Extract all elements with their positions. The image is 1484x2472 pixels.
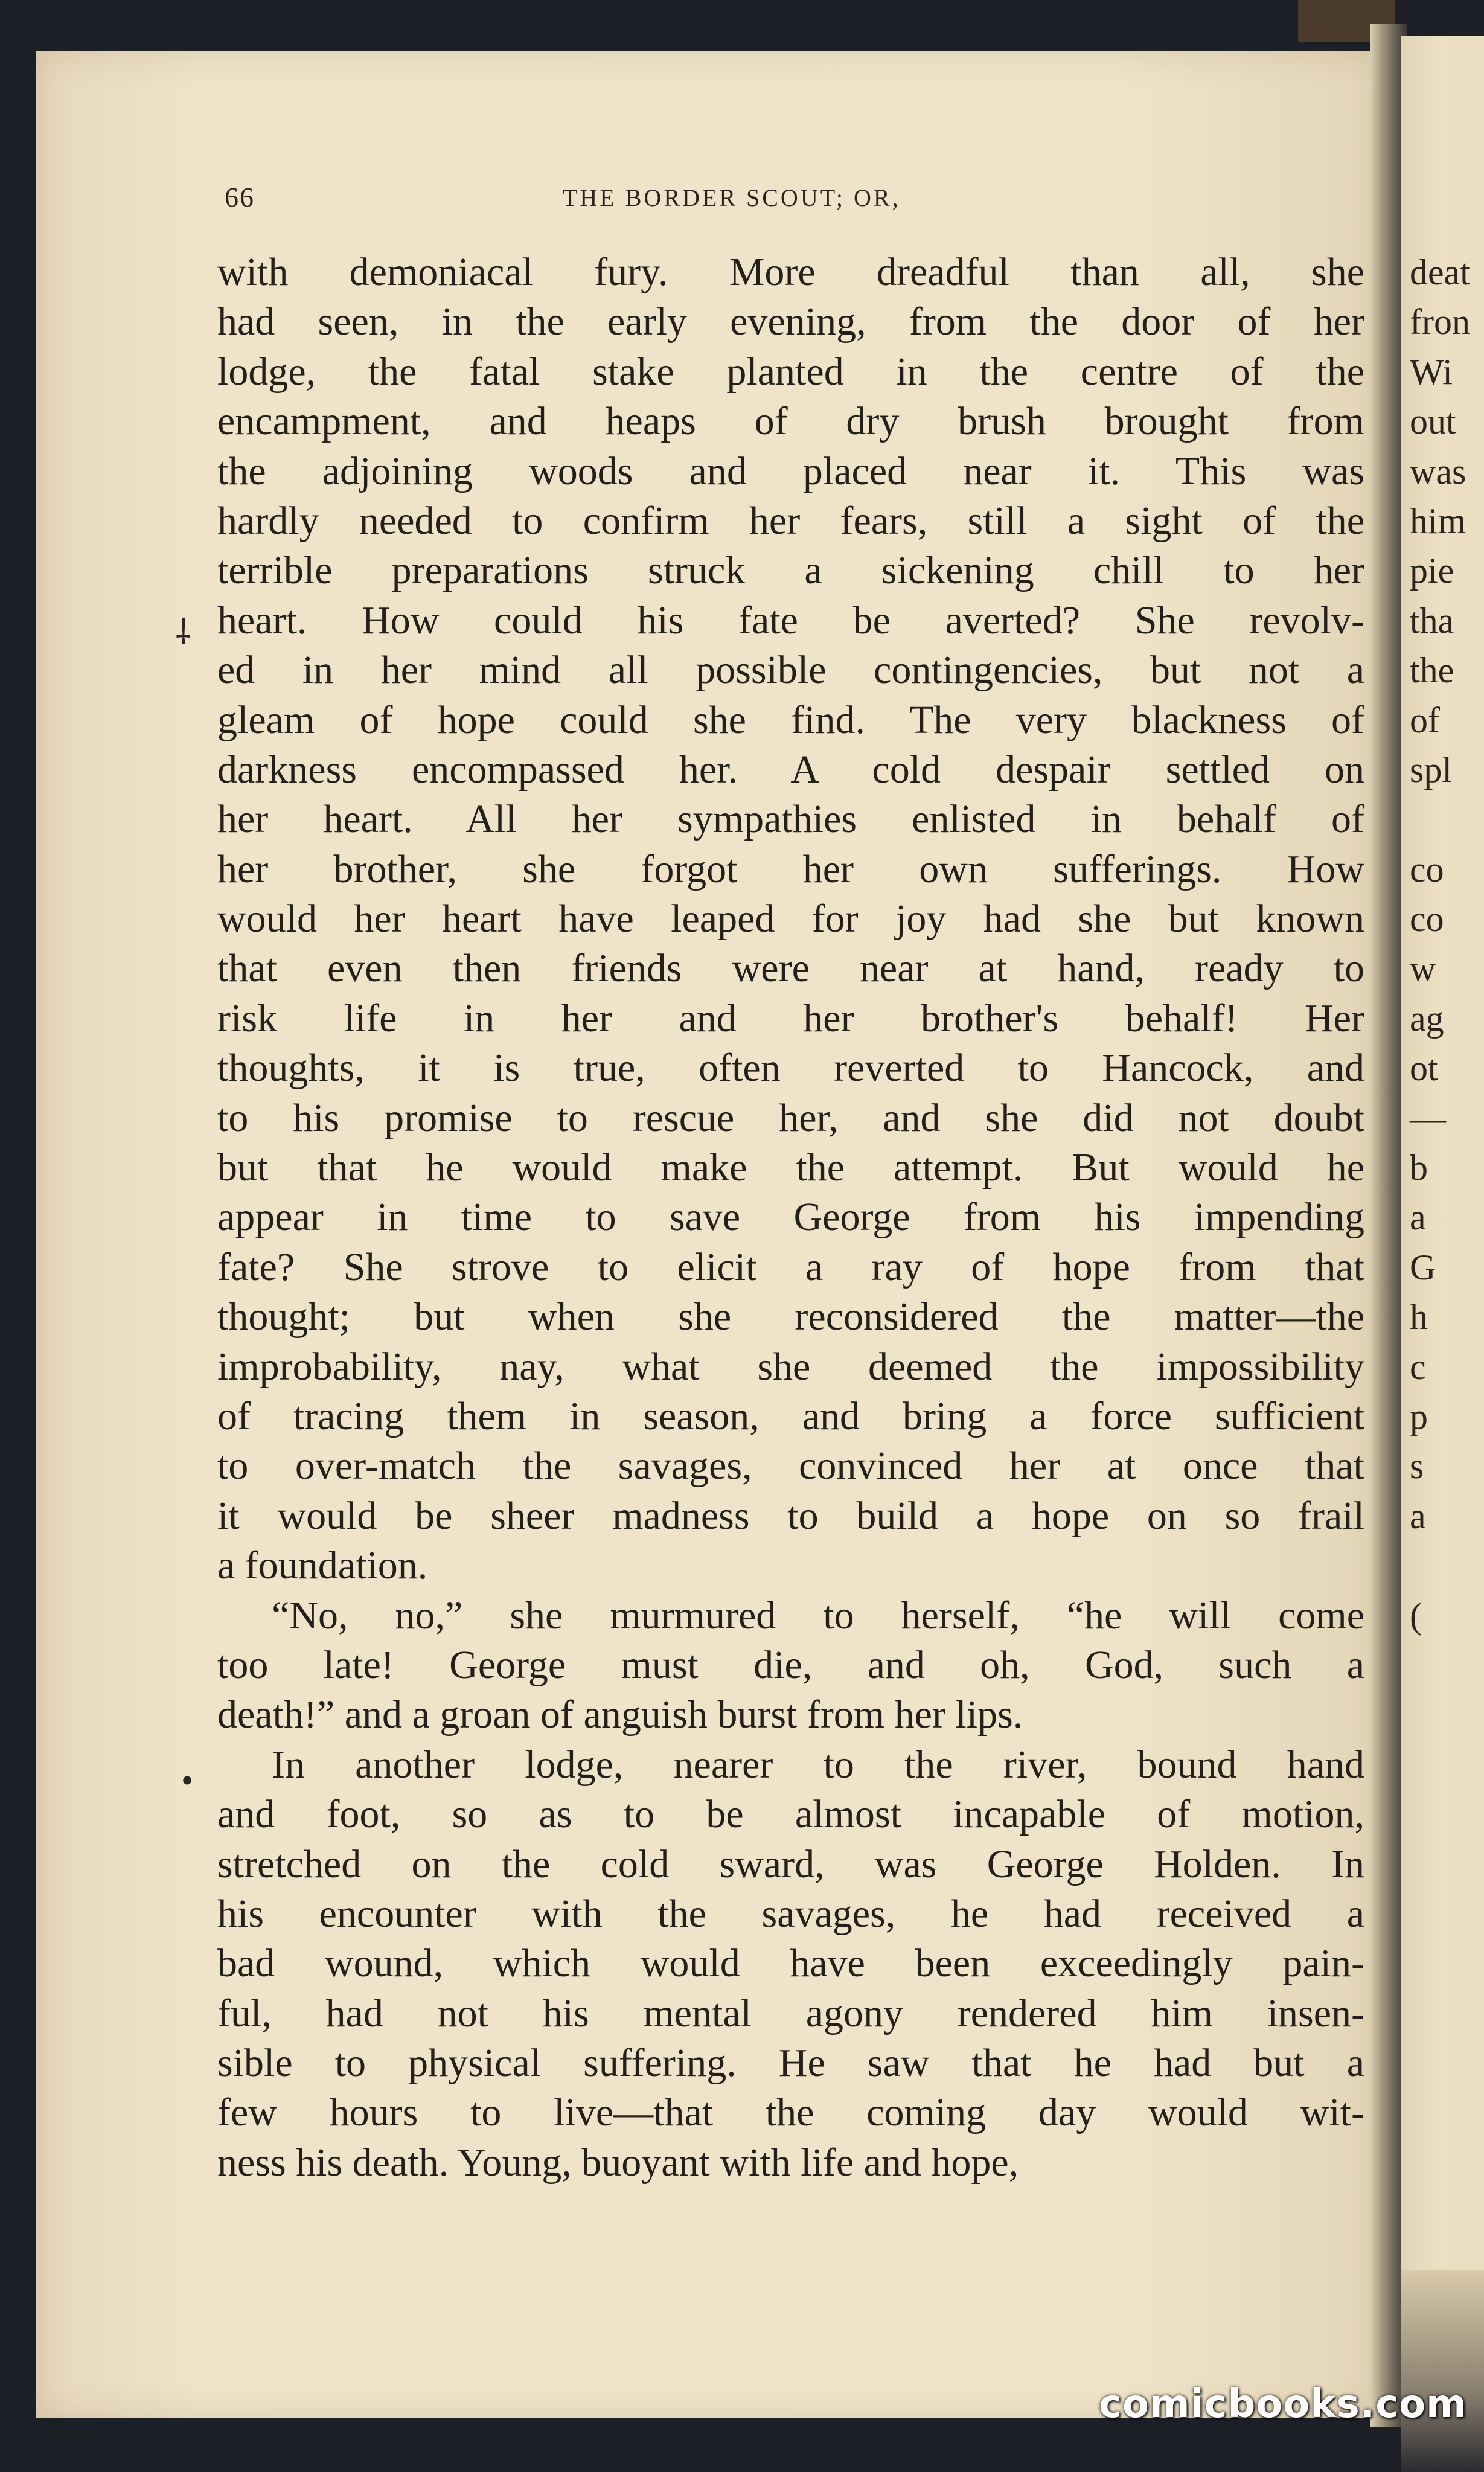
right-page-fragment: tha: [1410, 600, 1454, 641]
text-line: few hours to live—that the coming day would wit-: [217, 2090, 1364, 2135]
right-page-fragment: w: [1410, 949, 1436, 989]
right-page-fragment: the: [1410, 650, 1454, 691]
text-line: thoughts, it is true, often reverted to Hancock, and: [217, 1046, 1364, 1090]
text-line: it would be sheer madness to build a hope on so frail: [217, 1493, 1364, 1538]
text-line: and foot, so as to be almost incapable of motion,: [217, 1792, 1364, 1837]
right-page-fragment: co: [1410, 899, 1444, 940]
right-page-fragment: s: [1410, 1446, 1424, 1487]
right-page-fragment: (: [1410, 1595, 1422, 1636]
body-text: [217, 248, 1364, 2188]
right-page-fragment: deat: [1410, 252, 1470, 292]
right-page-fragment: was: [1410, 451, 1466, 492]
right-page-fragment: fron: [1410, 302, 1470, 342]
text-line: appear in time to save George from his impending: [217, 1195, 1364, 1240]
right-page-fragment: spl: [1410, 749, 1453, 790]
right-page-fragment: b: [1410, 1148, 1428, 1188]
text-line: to his promise to rescue her, and she did not doubt: [217, 1095, 1364, 1140]
right-page-fragment: [1410, 795, 1470, 844]
right-page-fragment: out: [1410, 402, 1456, 442]
right-page-fragment: [1410, 1541, 1470, 1590]
page-number: 66: [225, 182, 255, 213]
right-page-fragment: G: [1410, 1247, 1436, 1287]
text-line: ed in her mind all possible contingencies, but not a: [217, 648, 1364, 693]
text-line: thought; but when she reconsidered the matter—the: [217, 1295, 1364, 1339]
right-page-fragment: Wi: [1410, 351, 1453, 392]
text-line: ness his death. Young, buoyant with life and hope,: [217, 2140, 1019, 2185]
text-line: improbability, nay, what she deemed the impossibility: [217, 1344, 1364, 1389]
text-line: risk life in her and her brother's behalf! Her: [217, 996, 1364, 1040]
text-line: her heart. All her sympathies enlisted in behalf of: [217, 797, 1364, 842]
text-line: terrible preparations struck a sickening chill to her: [217, 548, 1364, 593]
margin-mark: ⸸: [175, 613, 192, 652]
watermark: comicbooks.com: [1099, 2382, 1467, 2427]
text-line: bad wound, which would have been exceedingly pain-: [217, 1941, 1364, 1986]
right-page-fragment: c: [1410, 1346, 1426, 1387]
right-page-fragment: h: [1410, 1297, 1428, 1337]
running-head-title: THE BORDER SCOUT; OR,: [563, 184, 901, 211]
text-line: encampment, and heaps of dry brush brought from: [217, 399, 1364, 444]
text-line: but that he would make the attempt. But would he: [217, 1145, 1364, 1190]
right-page-fragment: co: [1410, 849, 1444, 889]
text-line: darkness encompassed her. A cold despair settled on: [217, 747, 1364, 792]
text-line: gleam of hope could she find. The very blackness of: [217, 697, 1364, 742]
right-page-fragment: —: [1410, 1098, 1446, 1138]
text-line: sible to physical suffering. He saw that he had but a: [217, 2041, 1364, 2086]
right-page-fragment: of: [1410, 700, 1440, 740]
text-line: heart. How could his fate be averted? She revolv-: [217, 598, 1364, 642]
right-page-fragment: ot: [1410, 1048, 1438, 1089]
text-line: stretched on the cold sward, was George Holden. In: [217, 1842, 1364, 1886]
right-page-fragment: him: [1410, 501, 1466, 541]
text-line: would her heart have leaped for joy had she but known: [217, 897, 1364, 941]
text-line: too late! George must die, and oh, God, such a: [217, 1642, 1364, 1687]
margin-mark: •: [181, 1761, 194, 1800]
text-line: had seen, in the early evening, from the door of her: [217, 299, 1364, 344]
right-page-fragment: a: [1410, 1197, 1426, 1238]
text-line: to over-match the savages, convinced her at once that: [217, 1444, 1364, 1488]
text-line: “No, no,” she murmured to herself, “he will come: [272, 1593, 1364, 1638]
right-page-fragment: p: [1410, 1396, 1428, 1436]
text-line: a foundation.: [217, 1543, 428, 1588]
text-line: the adjoining woods and placed near it. This was: [217, 449, 1364, 493]
text-line: his encounter with the savages, he had received a: [217, 1891, 1364, 1936]
right-page-fragment: pie: [1410, 551, 1454, 591]
right-page-fragment: a: [1410, 1496, 1426, 1536]
text-line: death!” and a groan of anguish burst from her lips.: [217, 1692, 1023, 1737]
text-line: lodge, the fatal stake planted in the centre of the: [217, 349, 1364, 394]
text-line: her brother, she forgot her own sufferings. How: [217, 847, 1364, 891]
text-line: hardly needed to confirm her fears, still a sight of the: [217, 498, 1364, 543]
right-page-edge: [1401, 2270, 1484, 2472]
right-page-fragment: ag: [1410, 998, 1444, 1039]
right-page-fragments: [1410, 248, 1470, 1641]
text-line: with demoniacal fury. More dreadful than all, she: [217, 250, 1364, 294]
text-line: of tracing them in season, and bring a force sufficient: [217, 1394, 1364, 1438]
text-line: fate? She strove to elicit a ray of hope from that: [217, 1244, 1364, 1289]
text-line: In another lodge, nearer to the river, bound hand: [272, 1742, 1364, 1787]
text-line: ful, had not his mental agony rendered him insen-: [217, 1991, 1364, 2035]
text-line: that even then friends were near at hand, ready to: [217, 946, 1364, 991]
